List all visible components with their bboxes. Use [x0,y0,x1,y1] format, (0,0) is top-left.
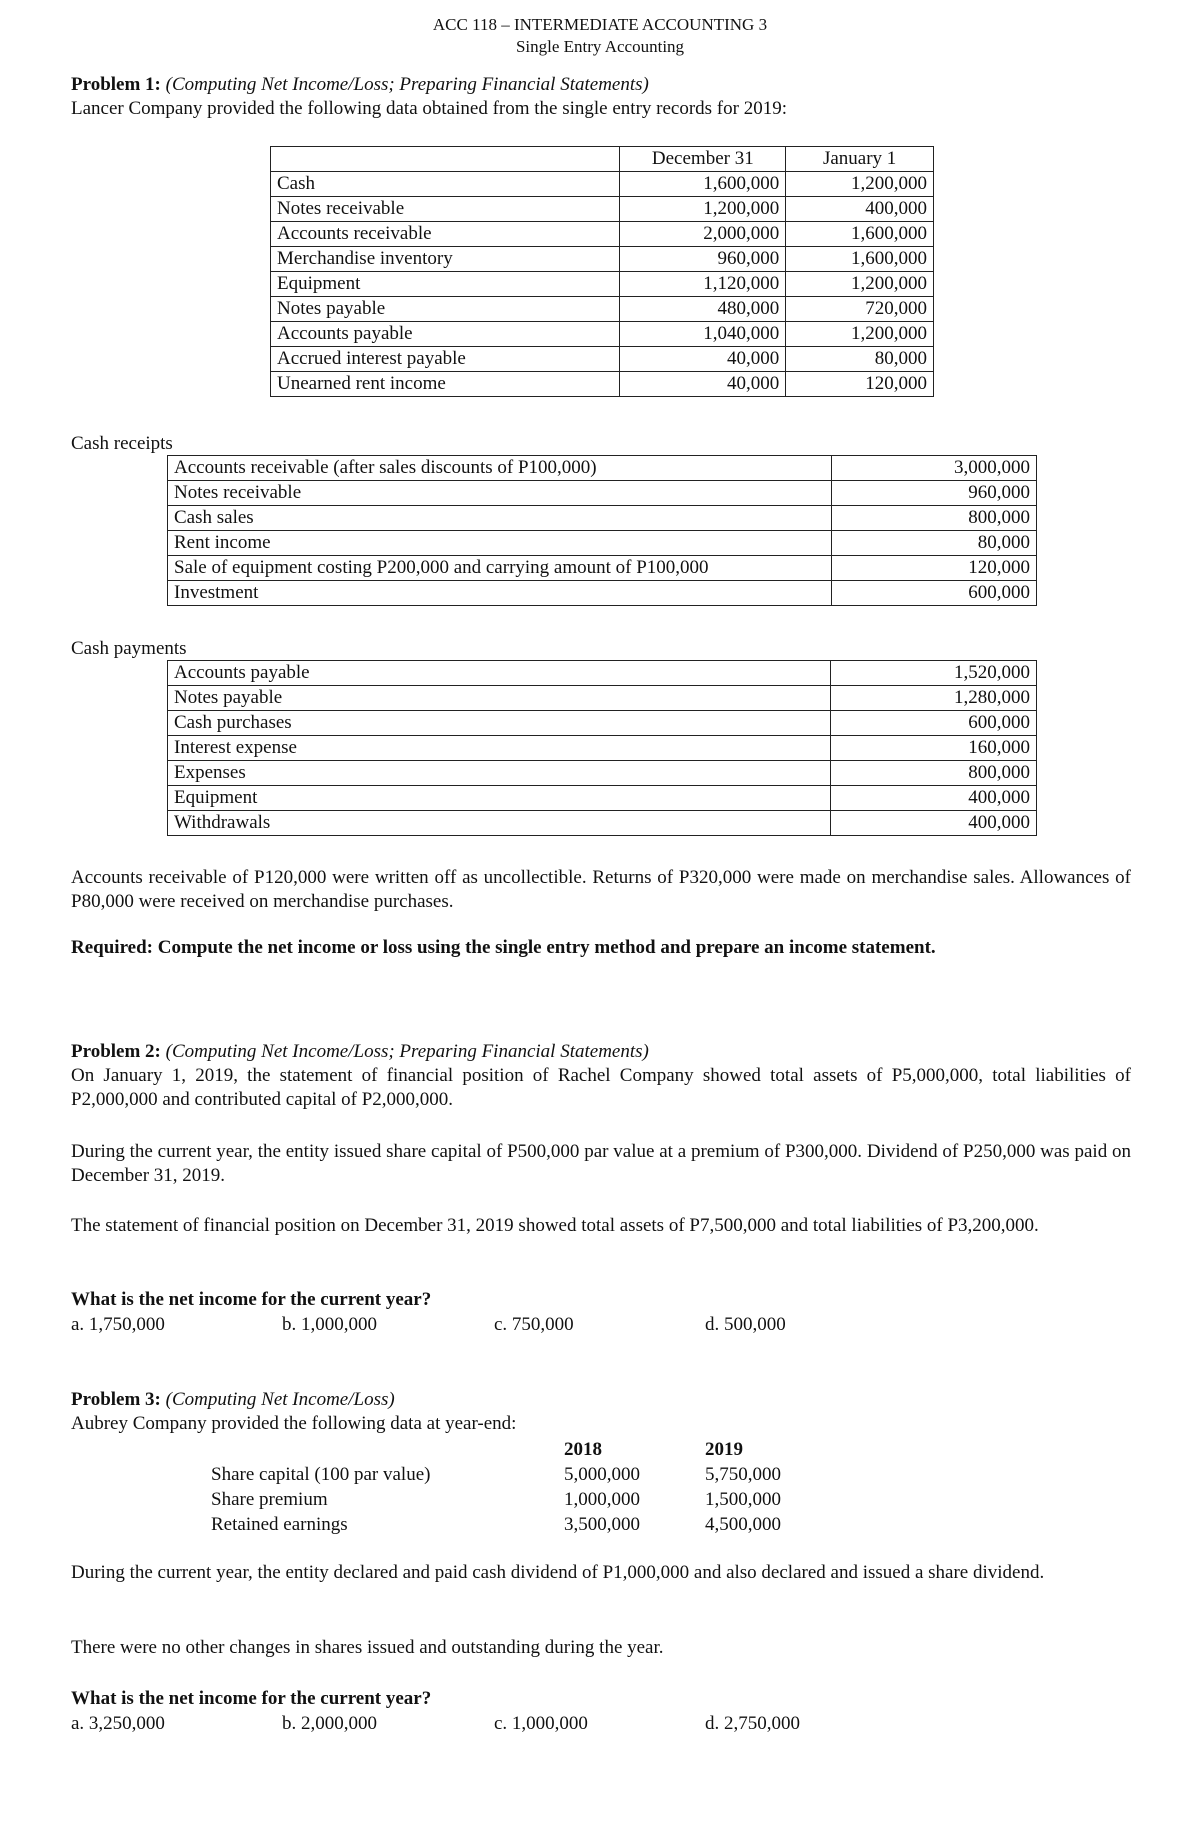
problem2-label: Problem 2: [71,1041,161,1062]
balance-dec: 480,000 [620,297,786,322]
problem3-choices [71,1712,971,1738]
choice-c[interactable]: c. 750,000 [494,1314,574,1335]
receipt-amount: 120,000 [831,556,1037,581]
problem2-para3: The statement of financial position on December 31, 2019 showed total assets of P7,500,000 and total liabilities of P3,200,000. [71,1215,1039,1236]
receipt-item: Sale of equipment costing P200,000 and carrying amount of P100,000 [168,556,832,581]
balance-item: Equipment [271,272,620,297]
balance-jan: 80,000 [786,347,934,372]
balances-header-dec: December 31 [620,147,786,172]
table-row [168,456,1037,481]
balance-jan: 120,000 [786,372,934,397]
choice-b[interactable]: b. 1,000,000 [282,1314,377,1335]
cash-receipts-table [167,455,1037,606]
table-row [168,786,1037,811]
payment-item: Equipment [168,786,831,811]
payment-item: Notes payable [168,686,831,711]
table-row [271,297,934,322]
receipt-item: Cash sales [168,506,832,531]
balance-dec: 2,000,000 [620,222,786,247]
balance-dec: 1,120,000 [620,272,786,297]
table-row [271,247,934,272]
payment-amount: 1,280,000 [831,686,1037,711]
table-row [271,197,934,222]
balance-item: Accrued interest payable [271,347,620,372]
problem1-intro: Lancer Company provided the following data obtained from the single entry records for 2019: [71,98,787,119]
balance-item: Accounts payable [271,322,620,347]
payment-amount: 600,000 [831,711,1037,736]
balance-dec: 40,000 [620,372,786,397]
balances-header-row [271,147,934,172]
balance-dec: 1,200,000 [620,197,786,222]
balance-dec: 40,000 [620,347,786,372]
problem3-intro: Aubrey Company provided the following data at year-end: [71,1413,517,1434]
payment-item: Interest expense [168,736,831,761]
problem1-label: Problem 1: [71,74,161,95]
payment-amount: 800,000 [831,761,1037,786]
problem2-title [71,1040,1131,1064]
payment-item: Withdrawals [168,811,831,836]
table-row [168,686,1037,711]
problem1-required: Required: Compute the net income or loss using the single entry method and prepare an income statement. [71,937,936,958]
receipt-amount: 800,000 [831,506,1037,531]
balance-item: Notes payable [271,297,620,322]
receipt-amount: 960,000 [831,481,1037,506]
receipt-amount: 600,000 [831,581,1037,606]
topic-title: Single Entry Accounting [515,37,685,56]
table-row [271,322,934,347]
problem1-subtitle: (Computing Net Income/Loss; Preparing Financial Statements) [165,74,649,95]
problem2-question: What is the net income for the current year? [71,1289,432,1310]
balance-jan: 1,200,000 [786,272,934,297]
table-row [271,347,934,372]
problem2-para2: During the current year, the entity issued share capital of P500,000 par value at a premium of P300,000. Dividend of P250,000 was paid on December 31, 2019. [71,1141,1131,1186]
receipt-item: Rent income [168,531,832,556]
table-row [168,661,1037,686]
equity-y2: 1,500,000 [705,1489,781,1510]
table-row [168,761,1037,786]
table-row [211,1462,845,1487]
balance-item: Notes receivable [271,197,620,222]
balance-item: Cash [271,172,620,197]
balance-item: Unearned rent income [271,372,620,397]
payment-amount: 400,000 [831,786,1037,811]
table-row [271,172,934,197]
problem3-title [71,1388,1131,1412]
balance-item: Merchandise inventory [271,247,620,272]
table-row [168,506,1037,531]
equity-y2: 5,750,000 [705,1464,781,1485]
receipt-amount: 80,000 [831,531,1037,556]
receipt-amount: 3,000,000 [831,456,1037,481]
payment-item: Cash purchases [168,711,831,736]
equity-year-2018: 2018 [564,1439,602,1460]
balance-dec: 960,000 [620,247,786,272]
cash-payments-label: Cash payments [71,638,187,659]
problem2-subtitle: (Computing Net Income/Loss; Preparing Financial Statements) [165,1041,649,1062]
problem3-subtitle: (Computing Net Income/Loss) [165,1389,395,1410]
choice-a[interactable]: a. 1,750,000 [71,1314,165,1335]
equity-y1: 3,500,000 [564,1514,640,1535]
choice-a[interactable]: a. 3,250,000 [71,1713,165,1734]
table-row [211,1487,845,1512]
cash-payments-table [167,660,1037,836]
cash-receipts-label: Cash receipts [71,433,173,454]
choice-d[interactable]: d. 2,750,000 [705,1713,800,1734]
problem3-para1: During the current year, the entity declared and paid cash dividend of P1,000,000 and also declared and issued a share dividend. [71,1562,1045,1583]
choice-d[interactable]: d. 500,000 [705,1314,786,1335]
receipt-item: Accounts receivable (after sales discounts of P100,000) [168,456,832,481]
problem1-note: Accounts receivable of P120,000 were written off as uncollectible. Returns of P320,000 were made on merchandise sales. Allowances of P80,000 were received on merchandise purchases. [71,867,1131,912]
problem3-question: What is the net income for the current year? [71,1688,432,1709]
balance-jan: 1,600,000 [786,247,934,272]
problem2-choices [71,1313,971,1339]
balance-jan: 1,600,000 [786,222,934,247]
table-row [168,531,1037,556]
equity-item: Retained earnings [211,1514,348,1535]
payment-item: Accounts payable [168,661,831,686]
balance-item: Accounts receivable [271,222,620,247]
payment-item: Expenses [168,761,831,786]
equity-y2: 4,500,000 [705,1514,781,1535]
choice-b[interactable]: b. 2,000,000 [282,1713,377,1734]
equity-header-row [211,1437,845,1462]
balances-header-jan: January 1 [786,147,934,172]
choice-c[interactable]: c. 1,000,000 [494,1713,588,1734]
table-row [271,372,934,397]
balance-dec: 1,600,000 [620,172,786,197]
balance-dec: 1,040,000 [620,322,786,347]
table-row [168,481,1037,506]
receipt-item: Notes receivable [168,481,832,506]
balances-header-blank [271,147,620,172]
equity-table [211,1437,845,1537]
receipt-item: Investment [168,581,832,606]
equity-header-blank [211,1437,564,1462]
document-header [0,14,1200,58]
problem2-para1: On January 1, 2019, the statement of financial position of Rachel Company showed total assets of P5,000,000, total liabilities of P2,000,000 and contributed capital of P2,000,000. [71,1065,1131,1110]
equity-item: Share capital (100 par value) [211,1464,431,1485]
equity-y1: 5,000,000 [564,1464,640,1485]
course-title: ACC 118 – INTERMEDIATE ACCOUNTING 3 [432,15,768,34]
problem3-label: Problem 3: [71,1389,161,1410]
table-row [271,272,934,297]
balance-jan: 720,000 [786,297,934,322]
table-row [168,711,1037,736]
balance-jan: 1,200,000 [786,172,934,197]
equity-year-2019: 2019 [705,1439,743,1460]
problem3-para2: There were no other changes in shares issued and outstanding during the year. [71,1637,664,1658]
table-row [168,556,1037,581]
table-row [211,1512,845,1537]
table-row [168,736,1037,761]
balance-jan: 1,200,000 [786,322,934,347]
equity-item: Share premium [211,1489,328,1510]
balance-jan: 400,000 [786,197,934,222]
payment-amount: 160,000 [831,736,1037,761]
payment-amount: 1,520,000 [831,661,1037,686]
equity-y1: 1,000,000 [564,1489,640,1510]
table-row [271,222,934,247]
problem1-title [71,73,1131,97]
table-row [168,811,1037,836]
balances-table [270,146,934,397]
payment-amount: 400,000 [831,811,1037,836]
table-row [168,581,1037,606]
